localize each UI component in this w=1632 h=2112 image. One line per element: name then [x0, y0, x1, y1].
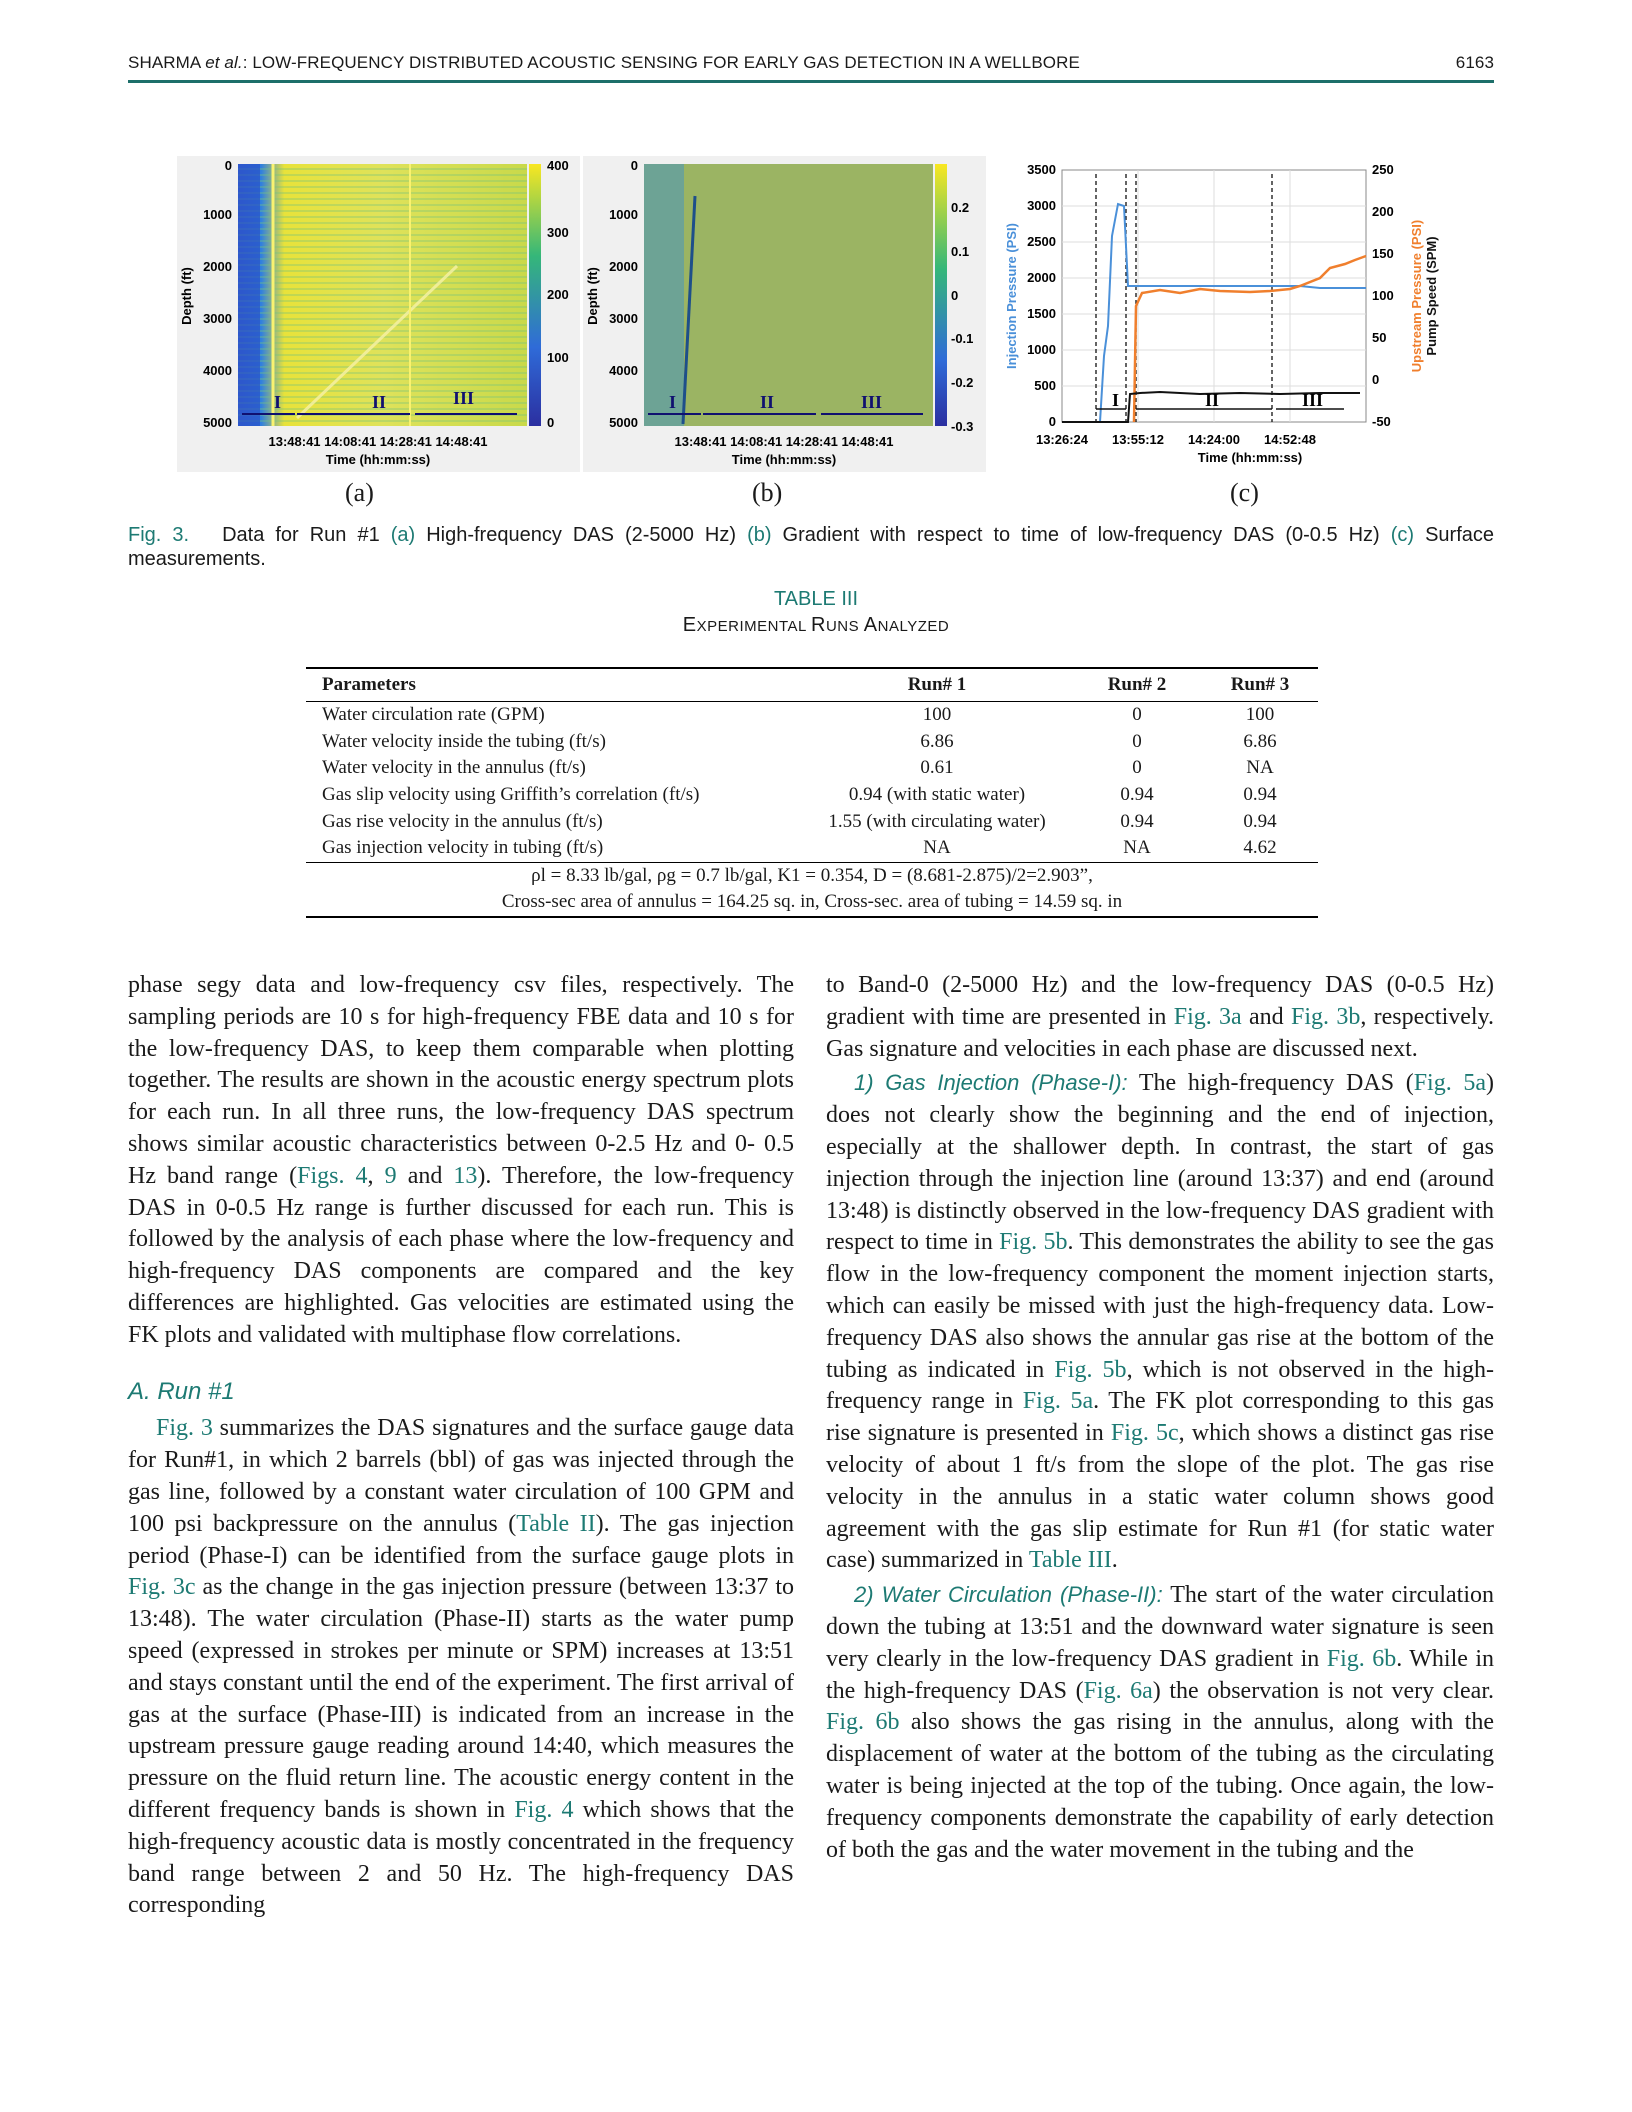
running-head-title: : LOW-FREQUENCY DISTRIBUTED ACOUSTIC SENSING FOR EARLY GAS DETECTION IN A WELLBORE: [242, 53, 1080, 72]
table-footnote: Cross-sec area of annulus = 164.25 sq. in, Cross-sec. area of tubing = 14.59 sq. in: [306, 889, 1318, 917]
panel-a-ytick: 1000: [203, 207, 232, 222]
caption-cap: R: [810, 614, 826, 636]
subsection-heading: 1) Gas Injection (Phase-I):: [854, 1070, 1128, 1096]
figure-ref-c[interactable]: (c): [1390, 524, 1415, 546]
figure-link[interactable]: Fig. 3c: [128, 1574, 196, 1601]
figure-link[interactable]: Fig. 5b: [999, 1229, 1068, 1256]
figure-caption-text: Data for Run #1: [222, 524, 391, 546]
caption-small: UNS: [825, 618, 864, 635]
panel-a-xlabel: Time (hh:mm:ss): [325, 452, 431, 467]
page-number: 6163: [1455, 53, 1494, 72]
panel-a-cbar-tick: 400: [547, 158, 569, 173]
panel-a-ytick: 0: [224, 158, 232, 173]
panel-c-left-tick: 3000: [1027, 198, 1056, 213]
panel-b-ytick: 4000: [609, 363, 638, 378]
table-cell: 0.94: [1243, 784, 1277, 806]
table-cell: 4.62: [1202, 835, 1318, 862]
table-cell: NA: [802, 835, 1072, 862]
panel-a-cbar-tick: 200: [547, 287, 569, 302]
panel-c-ylabel-right-1: Upstream Pressure (PSI): [1409, 219, 1424, 373]
paragraph: [128, 970, 794, 1352]
panel-c-phase-label: II: [1205, 390, 1220, 410]
panel-c-left-tick: 0: [1048, 414, 1056, 429]
paragraph-text: The high-frequency DAS (: [1127, 1070, 1414, 1097]
panel-a-ytick: 5000: [203, 415, 232, 430]
table-row: [306, 702, 1318, 729]
paragraph-text: and: [1241, 1003, 1291, 1030]
paragraph-text: phase segy data and low-frequency csv files, respectively. The sampling periods are 10 s for high-frequency FBE data and 10 s for the low-frequency DAS, to keep them comparable when plotting together. The results are shown in the acoustic energy spectrum plots for each run. In all three runs, the low-frequency DAS spectrum shows similar acoustic characteristics between 0-2.5 Hz and 0- 0.5 Hz band range (: [128, 972, 794, 1189]
table-cell: 0: [1132, 730, 1142, 752]
table-cell: 100: [1245, 704, 1275, 726]
figure-link[interactable]: Fig. 6b: [1326, 1645, 1397, 1672]
panel-a-cbar-tick: 100: [547, 350, 569, 365]
panel-c-xtick: 13:26:24: [1035, 432, 1089, 447]
section-heading: A. Run #1: [128, 1377, 235, 1405]
panel-c-xtick: 13:55:12: [1111, 432, 1165, 447]
panel-c-ylabel-right-2: Pump Speed (SPM): [1424, 236, 1439, 356]
panel-a-phase-label: III: [453, 388, 475, 408]
panel-b-cbar-tick: -0.1: [951, 331, 974, 346]
panel-c-right-tick: 0: [1372, 372, 1380, 387]
runs-table: [306, 667, 1318, 918]
figure-link[interactable]: 9: [384, 1162, 397, 1189]
paragraph-text: ). Therefore, the low-frequency DAS in 0-0.5 Hz range is further discussed for each run. This is followed by the analysis of each phase where the low-frequency and high-frequency DAS components are compared and the key differences are highlighted. Gas velocities are estimated using the FK plots and validated with multiphase flow correlations.: [128, 1162, 795, 1348]
figure-link[interactable]: Fig. 5b: [1054, 1356, 1127, 1383]
figure-link[interactable]: Fig. 6a: [1083, 1677, 1153, 1704]
paragraph: [826, 1067, 1494, 1577]
panel-c-right-tick: 200: [1372, 204, 1394, 219]
table-link[interactable]: Table II: [516, 1510, 596, 1537]
table-cell: 0.61: [920, 757, 954, 779]
caption-small: NALYZED: [877, 618, 950, 635]
figure-caption-label: Fig. 3.: [128, 524, 190, 546]
panel-b-cbar-tick: 0: [951, 288, 959, 303]
panel-b-cbar-tick: 0.2: [951, 200, 970, 215]
table-number: TABLE III: [773, 588, 859, 610]
running-head-authors: SHARMA: [128, 53, 206, 72]
figure-caption-text: Gradient with respect to time of low-frequency DAS (0-0.5 Hz): [771, 524, 1391, 546]
panel-c-right-tick: 100: [1372, 288, 1394, 303]
panel-c-phase-label: I: [1112, 390, 1120, 410]
table-row: [306, 808, 1318, 835]
table-link[interactable]: Table III: [1028, 1547, 1112, 1574]
panel-c-left-tick: 500: [1034, 378, 1056, 393]
figure-caption: [128, 523, 1494, 571]
panel-b-ytick: 3000: [609, 311, 638, 326]
panel-c-right-tick: -50: [1372, 414, 1391, 429]
table-cell: 0.94: [1120, 784, 1154, 806]
caption-cap: E: [682, 614, 697, 636]
panel-b-xticks: 13:48:41 14:08:41 14:28:41 14:48:41: [674, 434, 894, 449]
caption-cap: A: [863, 614, 878, 636]
paragraph: [826, 970, 1494, 1065]
table-cell: 1.55 (with circulating water): [828, 810, 1046, 832]
panel-b-cbar-tick: -0.2: [951, 375, 974, 390]
panel-a-sublabel: (a): [345, 478, 374, 507]
panel-c-left-tick: 3500: [1027, 162, 1056, 177]
panel-b-xlabel: Time (hh:mm:ss): [731, 452, 837, 467]
table-footnote: ρl = 8.33 lb/gal, ρg = 0.7 lb/gal, K1 = 0.354, D = (8.681-2.875)/2=2.903”,: [531, 864, 1093, 886]
figure-panel-a: [177, 156, 580, 472]
figure-link[interactable]: Fig. 3b: [1291, 1003, 1361, 1030]
table-cell: 0.94: [1243, 810, 1277, 832]
table-row: [306, 729, 1318, 756]
panel-b-phase-label: II: [760, 392, 775, 412]
panel-a-ytick: 3000: [203, 311, 232, 326]
panel-b-ylabel: Depth (ft): [585, 267, 600, 325]
panel-a-cbar-tick: 300: [547, 225, 569, 240]
panel-c-chart: [1000, 156, 1450, 476]
paragraph-text: ). The gas injection period (Phase-I) can be identified from the surface gauge plots in: [128, 1510, 794, 1569]
figure-link[interactable]: Fig. 3: [156, 1415, 213, 1442]
table-footnote-row: [306, 862, 1318, 889]
panel-c-right-tick: 250: [1372, 162, 1394, 177]
paragraph-text: . This demonstrates the ability to see the gas flow in the low-frequency component the moment injection starts, which can easily be missed with just the high-frequency data. Low-frequency DAS also shows the annular gas rise at the bottom of the tubing as indicated in: [826, 1229, 1495, 1383]
paragraph-text: summarizes the DAS signatures and the surface gauge data for Run#1, in which 2 barrels (bbl) of gas was injected through the gas line, followed by a constant water circulation of 100 GPM and 100 psi backpressure on the annulus (: [128, 1415, 795, 1537]
table-footnote-row: [306, 889, 1318, 917]
panel-c-left-tick: 2000: [1027, 270, 1056, 285]
paragraph-text: , respectively. Gas signature and velocities in each phase are discussed next.: [826, 1003, 1495, 1062]
figure-panel-c: [1000, 156, 1450, 476]
panel-a-xticks: 13:48:41 14:08:41 14:28:41 14:48:41: [268, 434, 488, 449]
paragraph-text: , which is not observed in the high-frequency range in: [826, 1356, 1494, 1415]
paragraph-text: .: [1111, 1547, 1118, 1574]
paragraph: [826, 1579, 1494, 1866]
table-cell: Water velocity in the annulus (ft/s): [322, 757, 586, 779]
figure-link[interactable]: Fig. 6b: [826, 1709, 900, 1736]
panel-c-xlabel: Time (hh:mm:ss): [1197, 450, 1303, 465]
figure-link[interactable]: Fig. 4: [514, 1796, 574, 1823]
table-cell: Gas slip velocity using Griffith’s correlation (ft/s): [322, 784, 700, 806]
table-cell: 0: [1132, 757, 1142, 779]
table-cell: Gas injection velocity in tubing (ft/s): [306, 835, 802, 862]
panel-b-ytick: 2000: [609, 259, 638, 274]
paragraph-text: which shows that the high-frequency acoustic data is mostly concentrated in the frequency band range between 2 and 50 Hz. The high-frequency DAS corresponding: [128, 1796, 794, 1919]
panel-c-left-tick: 1000: [1027, 342, 1056, 357]
subsection-heading: 2) Water Circulation (Phase-II):: [854, 1582, 1163, 1608]
panel-a-phase-label: II: [372, 392, 387, 412]
paragraph-text: . While in the high-frequency DAS (: [826, 1645, 1495, 1704]
panel-b-ytick: 0: [630, 158, 638, 173]
panel-a-phase-label: I: [274, 392, 282, 412]
table-cell: NA: [1246, 757, 1274, 779]
panel-b-sublabel: (b): [752, 478, 783, 507]
panel-b-ytick: 1000: [609, 207, 638, 222]
table-cell: 6.86: [1243, 730, 1277, 752]
table-header: Run# 2: [1072, 668, 1202, 702]
panel-c-xtick: 14:24:00: [1187, 432, 1241, 447]
panel-b-phase-label: I: [669, 392, 677, 412]
table-cell: 100: [922, 704, 952, 726]
table-cell: 6.86: [920, 730, 954, 752]
panel-c-sublabel: (c): [1230, 478, 1259, 507]
figure-ref-a[interactable]: (a): [390, 524, 416, 546]
panel-c-ylabel-left: Injection Pressure (PSI): [1004, 223, 1019, 369]
table-cell: Water velocity inside the tubing (ft/s): [322, 730, 606, 752]
panel-c-xtick: 14:52:48: [1263, 432, 1317, 447]
table-cell: Water circulation rate (GPM): [322, 704, 545, 726]
figure-link[interactable]: Fig. 5a: [1413, 1070, 1486, 1097]
figure-caption-text: High-frequency DAS (2-5000 Hz): [415, 524, 748, 546]
table-cell: Gas rise velocity in the annulus (ft/s): [322, 810, 603, 832]
panel-c-phase-label: III: [1302, 390, 1324, 410]
panel-b-cbar-tick: 0.1: [951, 244, 970, 259]
paragraph-text: and: [396, 1162, 454, 1189]
figure-link[interactable]: Figs. 4: [297, 1162, 368, 1189]
panel-c-right-tick: 50: [1372, 330, 1387, 345]
panel-a-ytick: 4000: [203, 363, 232, 378]
table-header: Run# 3: [1202, 668, 1318, 702]
figure-link[interactable]: Fig. 3a: [1173, 1003, 1242, 1030]
paragraph-text: ,: [367, 1162, 385, 1189]
header-rule: [128, 80, 1494, 83]
figure-ref-b[interactable]: (b): [747, 524, 772, 546]
caption-small: XPERIMENTAL: [696, 618, 811, 635]
figure-caption-text: Surface measurements.: [128, 524, 1494, 570]
table-cell: 0.94: [1120, 810, 1154, 832]
panel-b-cbar-tick: -0.3: [951, 419, 974, 434]
figure-panel-b: [583, 156, 986, 472]
running-head: [128, 53, 1494, 73]
paragraph-text: ) the observation is not very clear.: [1152, 1677, 1494, 1704]
table-cell: NA: [1072, 835, 1202, 862]
panel-b-phase-label: III: [861, 392, 883, 412]
table-cell: 0.94 (with static water): [848, 784, 1026, 806]
paragraph-text: to Band-0 (2-5000 Hz) and the low-frequency DAS (0-0.5 Hz) gradient with time are presented in: [826, 972, 1494, 1030]
panel-a-ylabel: Depth (ft): [179, 267, 194, 325]
paragraph-text: The start of the water circulation down the tubing at 13:51 and the downward water signature is seen very clearly in the low-frequency DAS gradient in: [826, 1582, 1494, 1672]
table-header: Parameters: [306, 668, 802, 702]
figure-link[interactable]: Fig. 5a: [1022, 1388, 1094, 1415]
panel-c-left-tick: 1500: [1027, 306, 1056, 321]
panel-c-right-tick: 150: [1372, 246, 1394, 261]
left-column: [128, 970, 794, 1922]
table-row: [306, 835, 1318, 862]
table-row: [306, 755, 1318, 782]
paragraph-text: . The FK plot corresponding to this gas rise signature is presented in: [826, 1388, 1495, 1447]
paragraph-text: , which shows a distinct gas rise velocity of about 1 ft/s from the slope of the plot. The gas rise velocity in the annulus in a static water column shows good agreement with the gas slip estimate for Run #1 (for static water case) summarized in: [826, 1420, 1495, 1574]
right-column: [826, 970, 1494, 1866]
panel-a-ytick: 2000: [203, 259, 232, 274]
figure-link[interactable]: 13: [453, 1162, 478, 1189]
panel-b-ytick: 5000: [609, 415, 638, 430]
paragraph: [128, 1413, 794, 1922]
paragraph-text: also shows the gas rising in the annulus, along with the displacement of water at the bottom of the tubing as the circulating water is being injected at the top of the tubing. Once again, the low-frequency components demonstrate the capability of early detection of both the gas and the water movement in the tubing and the: [826, 1709, 1495, 1863]
panel-a-cbar-tick: 0: [547, 415, 555, 430]
running-head-etal: et al.: [205, 53, 243, 72]
figure-link[interactable]: Fig. 5c: [1110, 1420, 1179, 1447]
paragraph-text: as the change in the gas injection pressure (between 13:37 to 13:48). The water circulation (Phase-II) starts as the water pump speed (expressed in strokes per minute or SPM) increases at 13:51 and stays constant until the end of the experiment. The first arrival of gas at the surface (Phase-III) is indicated from an increase in the upstream pressure gauge reading around 14:40, which measures the pressure on the fluid return line. The acoustic energy content in the different frequency bands is shown in: [128, 1574, 794, 1823]
table-caption: [0, 614, 1632, 637]
table-row: [306, 782, 1318, 809]
panel-c-left-tick: 2500: [1027, 234, 1056, 249]
table-header: Run# 1: [802, 668, 1072, 702]
panel-b-heatmap: [583, 156, 986, 472]
panel-a-heatmap: [177, 156, 580, 472]
table-cell: 0: [1132, 704, 1142, 726]
paragraph-text: ) does not clearly show the beginning and the end of injection, especially at the shallower depth. In contrast, the start of gas injection through the injection line (around 13:37) and end (around 13:48) is distinctly observed in the low-frequency DAS gradient with respect to time in: [826, 1070, 1494, 1256]
